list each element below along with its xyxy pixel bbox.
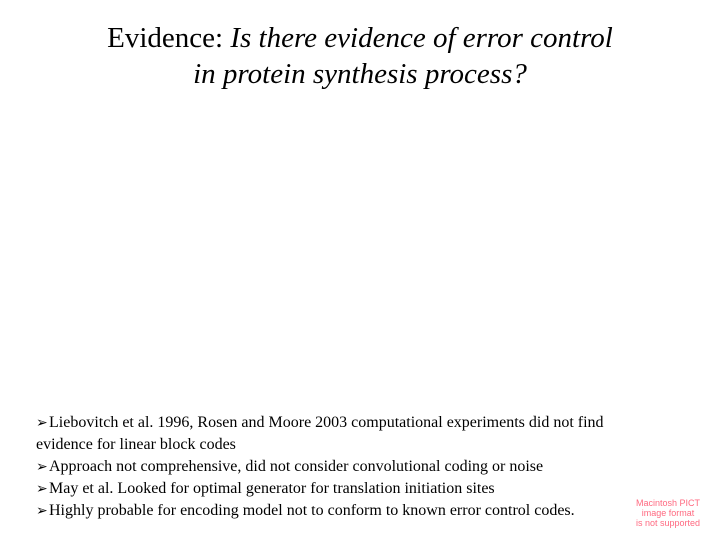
bullet-text: Approach not comprehensive, did not consider convolutional coding or noise [49, 458, 544, 475]
bullet-list [36, 412, 696, 522]
bullet-text-continuation: evidence for linear block codes [36, 436, 236, 453]
placeholder-line-1: Macintosh PICT [635, 498, 701, 508]
arrowhead-bullet-icon: ➢ [36, 503, 48, 519]
placeholder-line-2: image format [641, 508, 695, 518]
title-question-line-1: Is there evidence of error control [230, 22, 613, 54]
bullet-item [36, 500, 696, 522]
title-question-line-2: in protein synthesis process? [193, 58, 527, 90]
bullet-item [36, 412, 696, 456]
bullet-item [36, 456, 696, 478]
bullet-text: Liebovitch et al. 1996, Rosen and Moore 2003 computational experiments did not find [49, 414, 604, 431]
placeholder-line-3: is not supported [635, 518, 701, 528]
bullet-item [36, 478, 696, 500]
title-prefix: Evidence: [107, 22, 231, 54]
unsupported-image-placeholder [622, 498, 714, 534]
title-line-1 [0, 20, 720, 56]
arrowhead-bullet-icon: ➢ [36, 415, 48, 431]
arrowhead-bullet-icon: ➢ [36, 459, 48, 475]
arrowhead-bullet-icon: ➢ [36, 481, 48, 497]
bullet-text: Highly probable for encoding model not to conform to known error control codes. [49, 502, 575, 519]
bullet-text: May et al. Looked for optimal generator for translation initiation sites [49, 480, 495, 497]
slide-title [0, 20, 720, 92]
